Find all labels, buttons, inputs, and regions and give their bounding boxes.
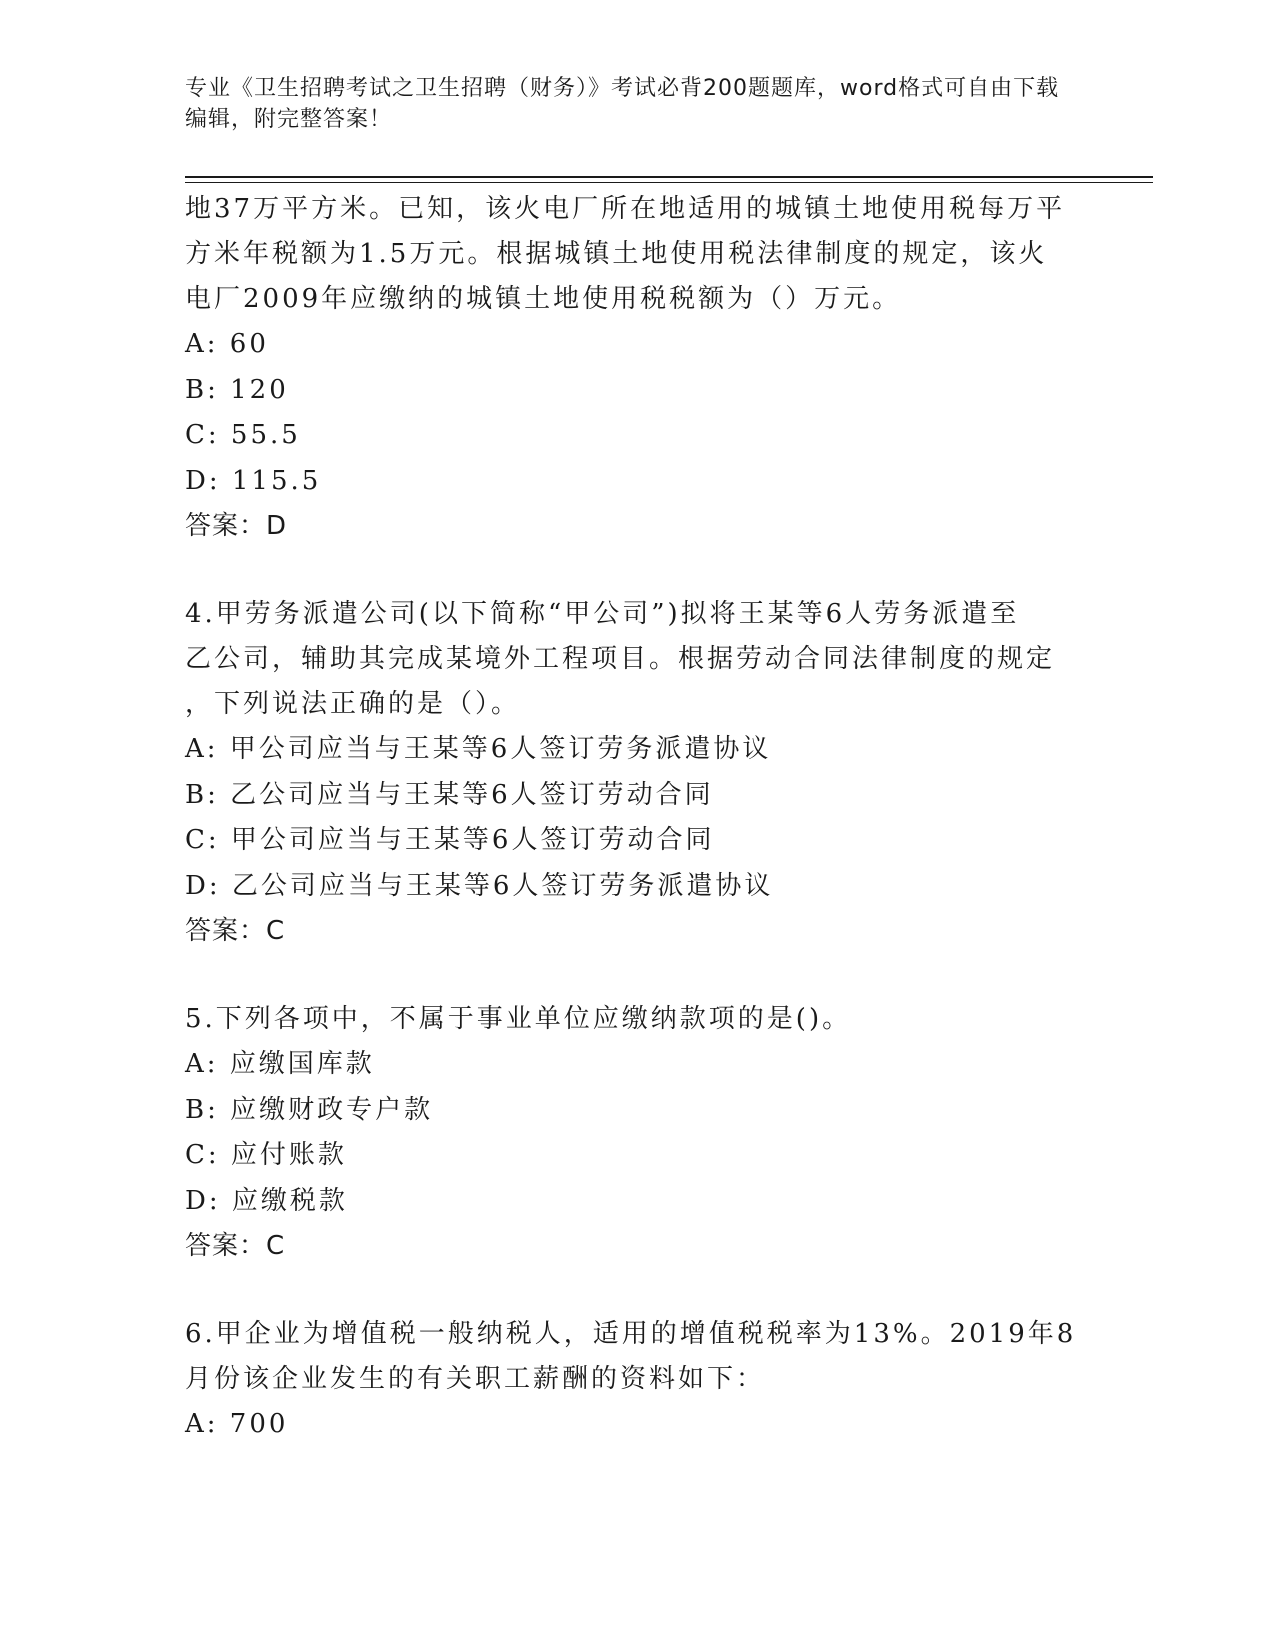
option-a: A: 700 bbox=[185, 1409, 289, 1439]
spacer bbox=[185, 1269, 1085, 1312]
question-text-line: 方米年税额为1.5万元。根据城镇土地使用税法律制度的规定，该火 bbox=[185, 239, 1048, 269]
option-c: C: 55.5 bbox=[185, 420, 301, 450]
option-d: D: 乙公司应当与王某等6人签订劳务派遣协议 bbox=[185, 870, 774, 901]
answer: 答案：D bbox=[185, 511, 288, 541]
option-b: B: 乙公司应当与王某等6人签订劳动合同 bbox=[185, 779, 714, 810]
question-text-line: 乙公司，辅助其完成某境外工程项目。根据劳动合同法律制度的规定 bbox=[185, 644, 1056, 674]
option-b: B: 120 bbox=[185, 374, 289, 405]
header-rule-thin bbox=[185, 182, 1153, 183]
answer: 答案：C bbox=[185, 916, 286, 946]
question-4 bbox=[185, 592, 1085, 954]
answer: 答案：C bbox=[185, 1231, 286, 1261]
option-a: A: 60 bbox=[185, 329, 269, 359]
question-text-line: 电厂2009年应缴纳的城镇土地使用税税额为（）万元。 bbox=[185, 284, 902, 314]
question-text-line: 4.甲劳务派遣公司(以下简称“甲公司”)拟将王某等6人劳务派遣至 bbox=[185, 599, 1020, 629]
header-rule-thick bbox=[185, 176, 1153, 178]
question-list bbox=[185, 187, 1085, 1448]
spacer bbox=[185, 954, 1085, 997]
option-d: D: 115.5 bbox=[185, 465, 322, 496]
question-text-line: 地37万平方米。已知，该火电厂所在地适用的城镇土地使用税每万平 bbox=[185, 194, 1066, 224]
option-a: A: 应缴国库款 bbox=[185, 1049, 375, 1079]
option-d: D: 应缴税款 bbox=[185, 1185, 348, 1216]
question-text-line: 6.甲企业为增值税一般纳税人，适用的增值税税率为13%。2019年8 bbox=[185, 1319, 1077, 1349]
option-c: C: 甲公司应当与王某等6人签订劳动合同 bbox=[185, 825, 715, 855]
question-3 bbox=[185, 187, 1085, 549]
question-6 bbox=[185, 1312, 1085, 1448]
option-b: B: 应缴财政专户款 bbox=[185, 1094, 434, 1125]
question-5 bbox=[185, 997, 1085, 1269]
document-header: 专业《卫生招聘考试之卫生招聘（财务）》考试必背200题题库，word格式可自由下载编辑，附完整答案！ bbox=[185, 76, 1060, 132]
question-text-line: 5.下列各项中，不属于事业单位应缴纳款项的是()。 bbox=[185, 1004, 852, 1034]
option-c: C: 应付账款 bbox=[185, 1140, 347, 1170]
question-text-line: ，下列说法正确的是（）。 bbox=[185, 689, 521, 719]
option-a: A: 甲公司应当与王某等6人签订劳务派遣协议 bbox=[185, 734, 772, 764]
question-text-line: 月份该企业发生的有关职工薪酬的资料如下： bbox=[185, 1364, 766, 1394]
spacer bbox=[185, 549, 1085, 592]
